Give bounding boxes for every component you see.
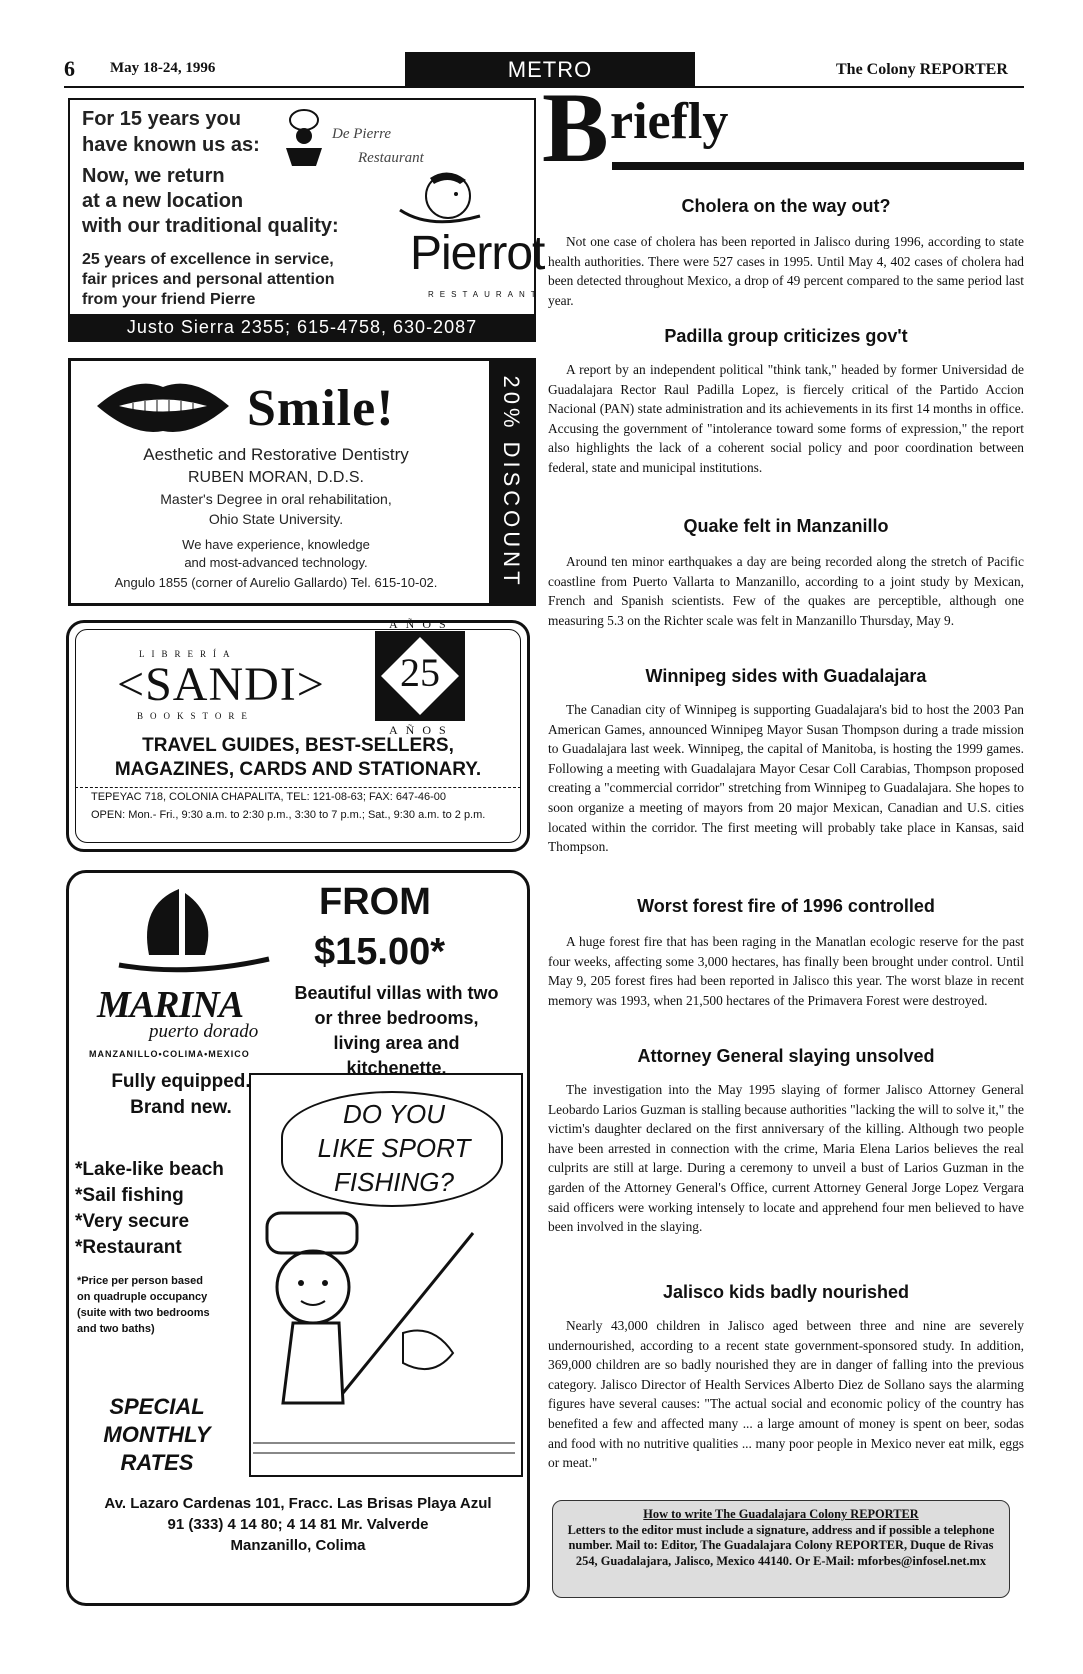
villas-line2: or three bedrooms, bbox=[314, 1008, 479, 1028]
briefly-rule bbox=[612, 162, 1024, 170]
lips-icon bbox=[93, 373, 233, 439]
sandi-anos-top: AÑOS bbox=[389, 617, 454, 631]
equipped-line2: Brand new. bbox=[130, 1097, 232, 1118]
marina-address bbox=[69, 1493, 527, 1556]
equipped-line1: Fully equipped. bbox=[111, 1071, 251, 1092]
note-line1: *Price per person based bbox=[77, 1275, 203, 1287]
pierrot-logo: Pierrot bbox=[410, 227, 545, 280]
sandi-hours: OPEN: Mon.- Fri., 9:30 a.m. to 2:30 p.m., 3:30 to 7 p.m.; Sat., 9:30 a.m. to 2 p.m. bbox=[91, 809, 486, 821]
paper-name: The Colony REPORTER bbox=[836, 61, 1008, 78]
pierrot-ad bbox=[68, 98, 545, 342]
briefly-title: riefly bbox=[610, 93, 729, 150]
smile-line3: Master's Degree in oral rehabilitation, bbox=[160, 491, 392, 507]
briefly-dropcap: B bbox=[542, 72, 609, 183]
pierrot-line1: For 15 years you bbox=[82, 108, 241, 130]
story-body: Around ten minor earthquakes a day are being recorded along the stretch of Pacific coastline from Puerto Vallarta to Manzanillo, according to a joint study by Mexican, French and Spanish scientists. Few of the quakes are perceptible, although one measuring 5.3 on the Richter scale was felt in Manzanillo Thursday, May 9. bbox=[548, 554, 1024, 628]
marina-from: FROM bbox=[319, 881, 431, 923]
story-body: The investigation into the May 1995 slaying of former Jalisco Attorney General Leobardo Larios Guzman is stalling because authorities "lacking the will to solve it," the victim's daughter declared on the first anniversary of the killing. Although two people have been arrested in connection with the crime, Maria Elena Larios believes the real culprits are still at large. During a ceremony to unveil a bust of Larios Guzman in the garden of the Attorney General's Office, current Attorney General Jorge Lopez Vergara said officers were working intensely to locate and apprehend four men believed to have been involved in the slaying. bbox=[548, 1082, 1024, 1235]
pierrot-line5: with our traditional quality: bbox=[82, 215, 339, 237]
villas-line3: living area and bbox=[333, 1033, 460, 1053]
special-line1: SPECIAL bbox=[109, 1394, 205, 1419]
feature-sail: *Sail fishing bbox=[75, 1185, 184, 1206]
addr-line3: Manzanillo, Colima bbox=[230, 1537, 366, 1554]
addr-line2: 91 (333) 4 14 80; 4 14 81 Mr. Valverde bbox=[167, 1516, 429, 1533]
smile-line5: We have experience, knowledge bbox=[182, 537, 370, 552]
pierrot-quality bbox=[82, 250, 335, 310]
issue-date: May 18-24, 1996 bbox=[110, 60, 216, 76]
feature-secure: *Very secure bbox=[75, 1211, 190, 1232]
pierrot-line6: 25 years of excellence in service, bbox=[82, 251, 334, 268]
pierrot-line4: at a new location bbox=[82, 190, 244, 212]
sandi-bookstore: BOOKSTORE bbox=[137, 711, 254, 721]
page-number: 6 bbox=[64, 56, 75, 81]
sandi-divider bbox=[75, 787, 521, 788]
smile-title: Smile! bbox=[247, 380, 395, 437]
sailboat-icon bbox=[99, 885, 279, 985]
story-headline: Worst forest fire of 1996 controlled bbox=[637, 896, 935, 916]
marina-location: MANZANILLO•COLIMA•MEXICO bbox=[89, 1049, 250, 1059]
howto-body: Letters to the editor must include a signature, address and if possible a telephone number. Mail to: Editor, The Guadalajara Colony REPORTER, Duque de Rivas 254, Guadalajara, Jalisco, Mexico 44140. Or E-Mail: mforbes@infosel.net.mx bbox=[567, 1522, 995, 1568]
pierrot-address-bar: Justo Sierra 2355; 615-4758, 630-2087 bbox=[70, 314, 534, 340]
villas-line4: kitchenette. bbox=[346, 1058, 447, 1078]
section-label: METRO bbox=[405, 52, 695, 86]
story-body: Nearly 43,000 children in Jalisco aged between three and nine are severely undernourished, according to a recent state government-sponsored study. In addition, 369,000 children are so badly nourished they are in danger of falling into the previous category. Jalisco Director of Health Services Alberto Diez de Sollano says the alarming figures have several causes: "The actual social and economic policy of the country has benefited a few and affected many ... a large amount of money is spent on beer, sodas and food with no nutritive qualities ... many poor people in Mexico never eat milk, eggs or meat." bbox=[548, 1318, 1024, 1471]
pierrot-face-icon bbox=[390, 170, 490, 234]
sandi-years: 25 bbox=[400, 650, 440, 695]
special-line2: MONTHLY bbox=[103, 1422, 211, 1447]
feature-restaurant: *Restaurant bbox=[75, 1237, 182, 1258]
sandi-line2: MAGAZINES, CARDS AND STATIONARY. bbox=[114, 759, 482, 780]
story-headline: Winnipeg sides with Guadalajara bbox=[645, 666, 927, 686]
story-headline: Quake felt in Manzanillo bbox=[683, 516, 889, 536]
pierrot-line2: have known us as: bbox=[82, 134, 260, 156]
bubble-line1: DO YOU bbox=[342, 1099, 446, 1129]
marina-ad bbox=[66, 870, 530, 1606]
note-line3: (suite with two bedrooms bbox=[77, 1307, 210, 1319]
sandi-anos-bottom: AÑOS bbox=[389, 723, 454, 737]
pierrot-script2: Restaurant bbox=[358, 150, 424, 166]
smile-ad bbox=[68, 358, 536, 606]
marina-villas bbox=[274, 981, 519, 1081]
pierrot-return bbox=[82, 164, 339, 239]
sandi-name: <SANDI> bbox=[117, 658, 325, 711]
special-line3: RATES bbox=[120, 1450, 194, 1475]
sandi-libreria: LIBRERÍA bbox=[139, 649, 237, 659]
howto-title: How to write The Guadalajara Colony REPORTER bbox=[643, 1507, 919, 1521]
note-line4: and two baths) bbox=[77, 1323, 155, 1335]
addr-line1: Av. Lazaro Cardenas 101, Fracc. Las Brisas Playa Azul bbox=[104, 1495, 492, 1512]
fisher-boy-icon bbox=[253, 1203, 515, 1469]
story-body: A huge forest fire that has been raging in the Manatlan ecologic reserve for the past four weeks, affecting some 3,000 hectares, has finally been brought under control. Until May 9, 205 forest fires had been reported in Jalisco this year. The worst blaze in recent memory was 1993, when 21,500 hectares of the Primavera Forest were destroyed. bbox=[548, 934, 1024, 1008]
pierrot-intro bbox=[82, 106, 260, 158]
pierrot-line3: Now, we return bbox=[82, 165, 225, 187]
sandi-line1: TRAVEL GUIDES, BEST-SELLERS, bbox=[142, 735, 454, 756]
pierrot-line7: fair prices and personal attention bbox=[82, 271, 335, 288]
story-headline: Padilla group criticizes gov't bbox=[664, 326, 908, 346]
story-body: The Canadian city of Winnipeg is supporting Guadalajara's bid to host the 2003 Pan American Games, announced Winnipeg Mayor Susan Thompson during a trade mission to Guadalajara last week. Winnipeg, the capital of Manitoba, is hosting the 1999 games. Following a meeting with Guadalajara Mayor Cesar Coll Carabias, Thompson proposed creating a "commercial corridor" stretching from Winnipeg to Guadalajara. She hopes to soon organize a meeting of mayors from 20 major Mexican, Canadian and U.S. cities located within the corridor. The first meeting will probably take place in Kansas, said Thompson. bbox=[548, 702, 1024, 855]
howto-text bbox=[553, 1501, 1009, 1569]
marina-subname: puerto dorado bbox=[149, 1021, 259, 1042]
story-body: A report by an independent political "think tank," headed by former Universidad de Guadalajara Rector Raul Padilla Lopez, is fiercely critical of the Partido Accion Nacional (PAN) state administration and its achievements in its first 14 months in office. Accusing the government of "intolerance toward some forms of expression," the report also highlights the lack of a coherent social policy and poor coordination between federal, state and municipal institutions. bbox=[548, 362, 1024, 475]
sandi-ad bbox=[66, 617, 530, 852]
smile-line4: Ohio State University. bbox=[208, 511, 344, 527]
marina-price: $15.00* bbox=[314, 931, 446, 973]
note-line2: on quadruple occupancy bbox=[77, 1291, 208, 1303]
story-headline: Cholera on the way out? bbox=[681, 196, 891, 216]
discount-text: 20% DISCOUNT bbox=[499, 375, 524, 589]
how-to-write-box bbox=[552, 1500, 1010, 1598]
marina-equipped bbox=[101, 1069, 261, 1121]
marina-features bbox=[75, 1157, 224, 1261]
sandi-name-text: SANDI bbox=[145, 658, 297, 711]
smile-line6: and most-advanced technology. bbox=[184, 555, 368, 570]
pierrot-script1: De Pierre bbox=[332, 126, 392, 142]
story-headline: Attorney General slaying unsolved bbox=[637, 1046, 935, 1066]
special-rates bbox=[97, 1393, 217, 1477]
story-headline: Jalisco kids badly nourished bbox=[662, 1282, 910, 1302]
bubble-line2: LIKE SPORT bbox=[317, 1133, 471, 1163]
villas-line1: Beautiful villas with two bbox=[294, 983, 499, 1003]
story-body: Not one case of cholera has been reported in Jalisco during 1996, according to state health authorities. There were 527 cases in 1995. Until May 4, 402 cases of cholera had been detected throughout Mexico, a drop of 49 percent compared to the same period last year. bbox=[548, 234, 1024, 308]
bubble-text bbox=[289, 1097, 499, 1199]
sandi-address: TEPEYAC 718, COLONIA CHAPALITA, TEL: 121-08-63; FAX: 647-46-00 bbox=[91, 791, 447, 803]
pierrot-logo-sub: RESTAURANT bbox=[428, 290, 542, 299]
marina-name: MARINA bbox=[97, 984, 244, 1026]
pierrot-line8: from your friend Pierre bbox=[82, 291, 256, 308]
feature-beach: *Lake-like beach bbox=[75, 1159, 224, 1180]
bubble-line3: FISHING? bbox=[334, 1167, 454, 1197]
smile-line7: Angulo 1855 (corner of Aurelio Gallardo) Tel. 615-10-02. bbox=[114, 575, 438, 590]
marina-price-note bbox=[77, 1273, 210, 1337]
chef-icon bbox=[276, 104, 332, 170]
smile-line2: RUBEN MORAN, D.D.S. bbox=[187, 469, 364, 486]
discount-strip bbox=[489, 361, 533, 603]
smile-line1: Aesthetic and Restorative Dentistry bbox=[143, 445, 409, 464]
